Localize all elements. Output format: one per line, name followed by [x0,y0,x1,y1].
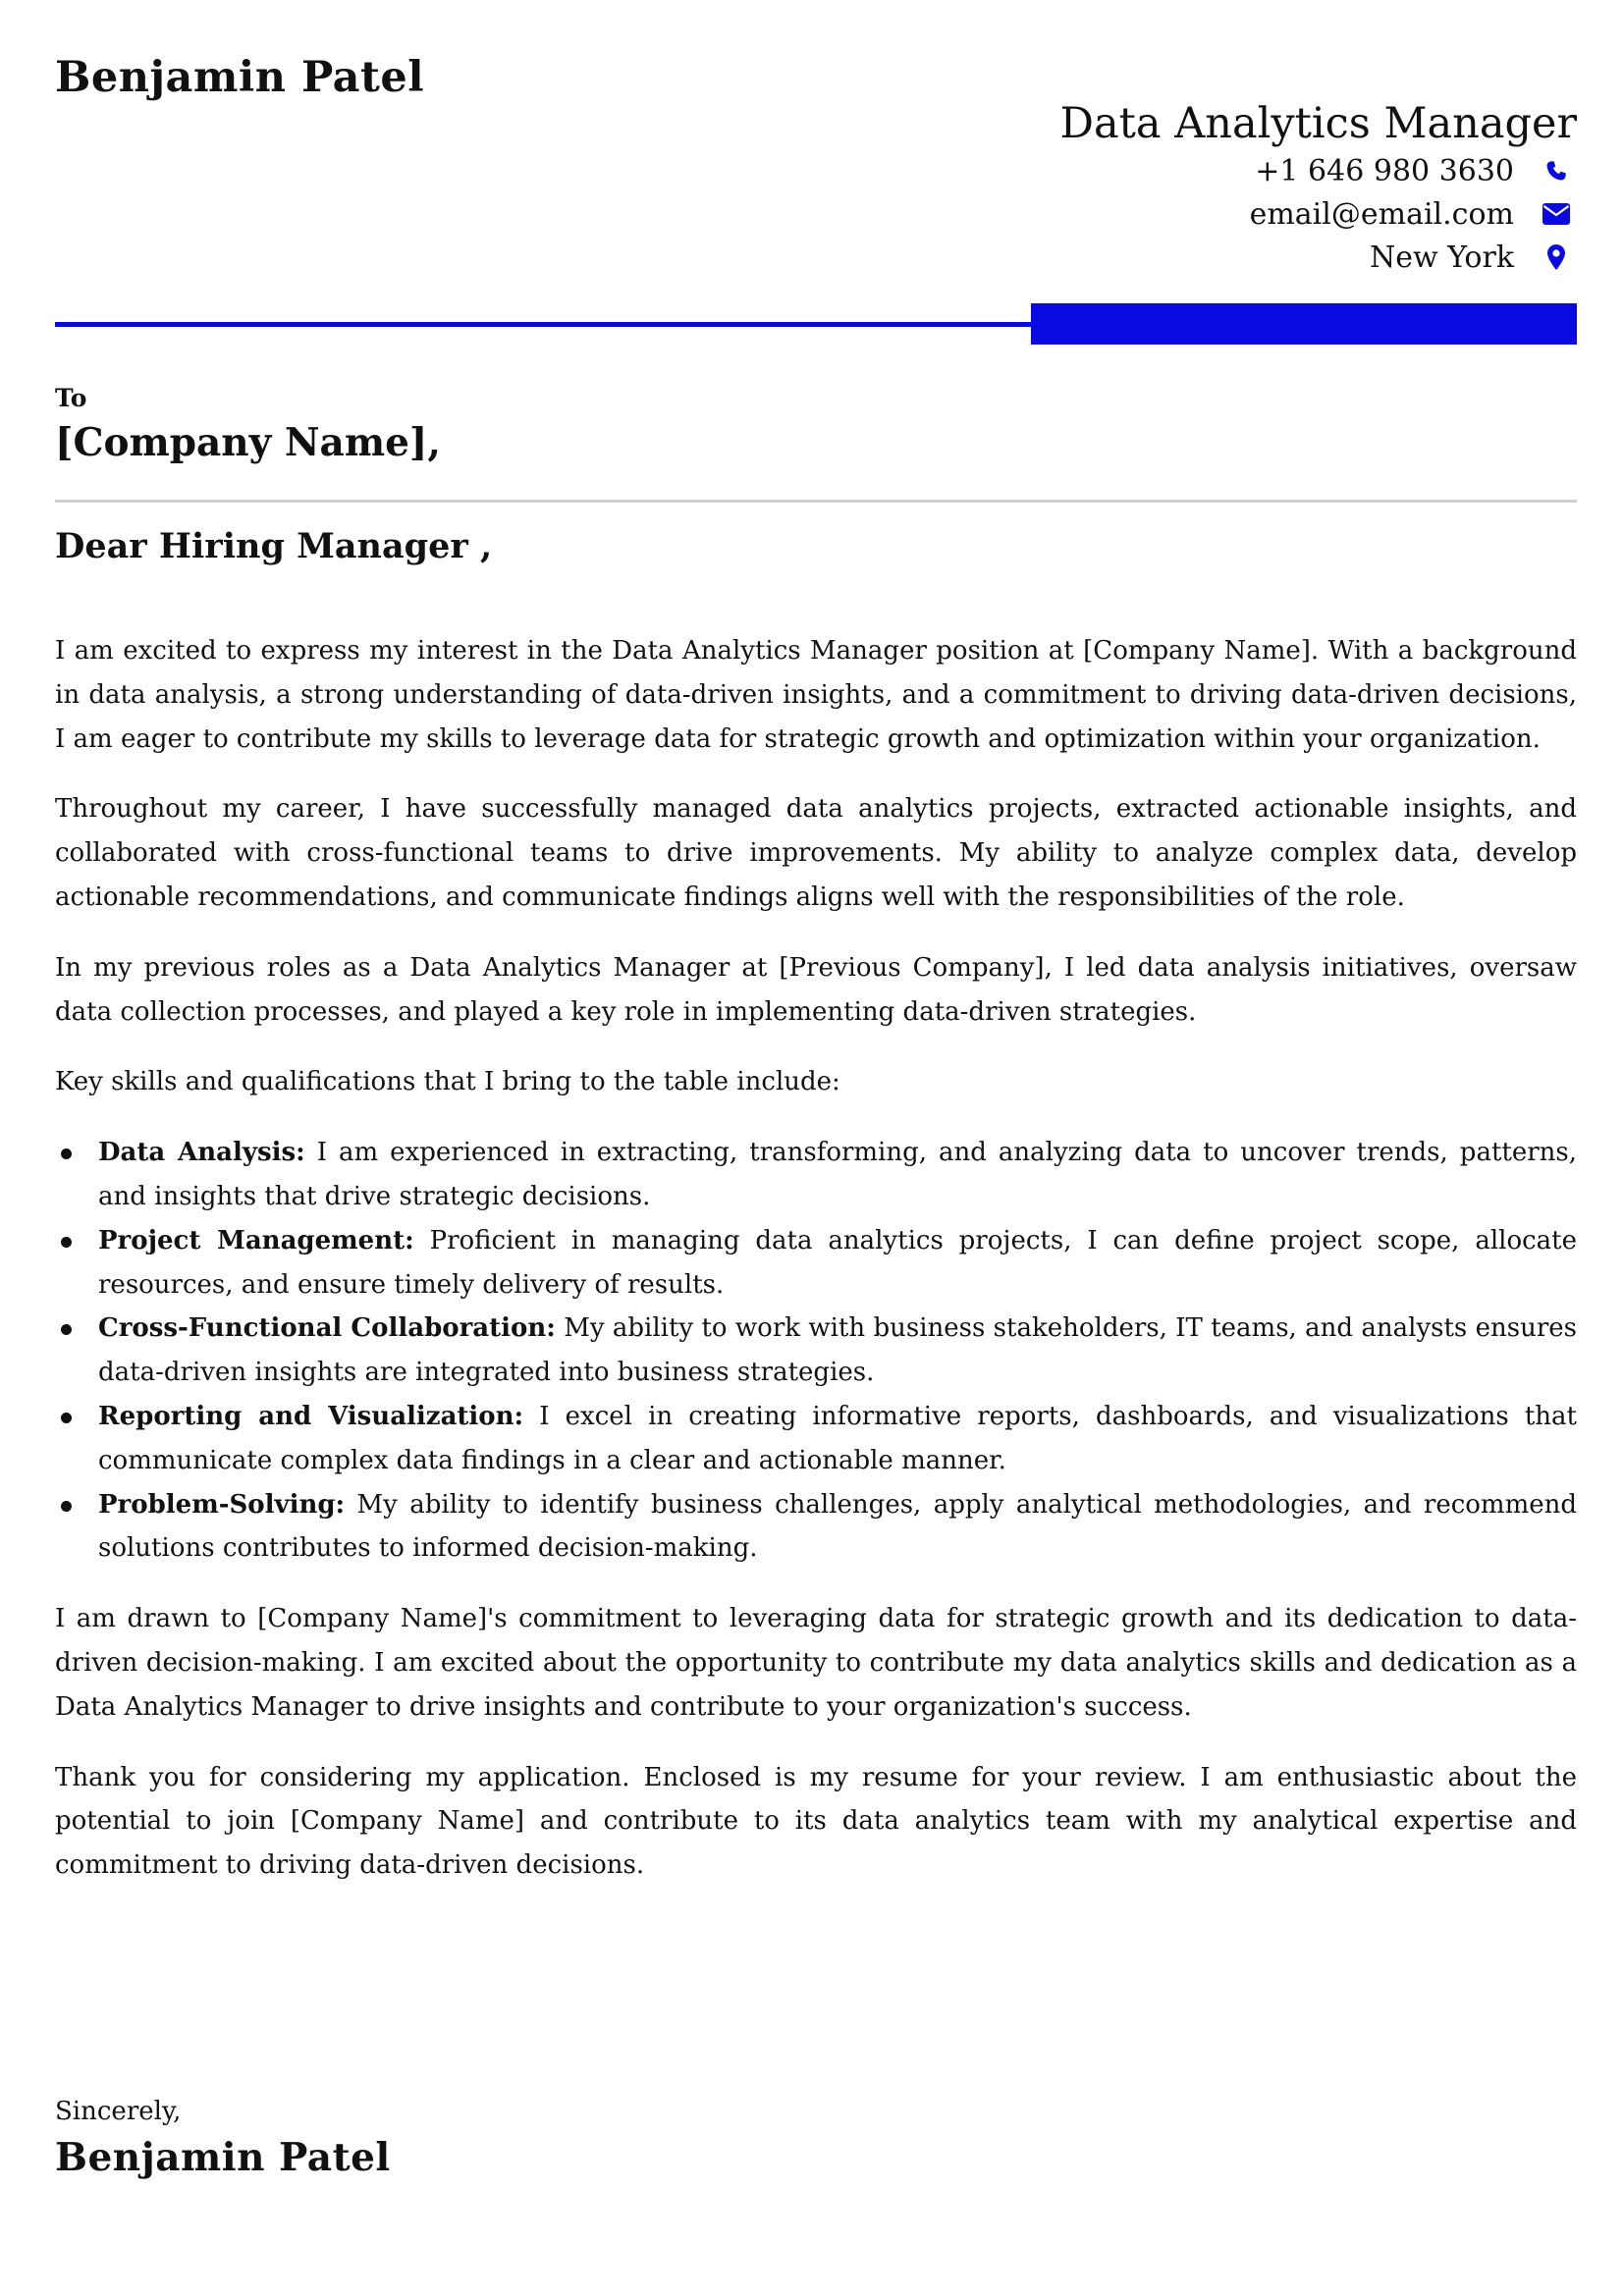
skill-text: I excel in creating informative reports, dashboards, and visualizations that communicate complex data findings in a clear and actionable manner. [98,1401,1578,1475]
skill-text: Proficient in managing data analytics projects, I can define project scope, allocate resources, and ensure timely delivery of results. [98,1225,1577,1300]
email-text: email@email.com [1249,196,1514,232]
skill-text: My ability to identify business challenges, apply analytical methodologies, and recommend solutions contributes to informed decision-making. [98,1489,1578,1564]
to-label: To [55,384,87,412]
header-rule-line [55,322,1031,327]
bullet-icon [61,1237,72,1248]
phone-icon [1536,149,1577,192]
skill-text: I am experienced in extracting, transforming, and analyzing data to uncover trends, patterns, and insights that drive strategic decisions. [98,1138,1578,1211]
bullet-icon [61,1413,72,1423]
header-accent-bar [1031,303,1577,345]
sender-name: Benjamin Patel [55,53,425,102]
contact-phone [1060,149,1578,192]
bullet-icon [61,1501,72,1512]
skill-item [98,1131,1577,1219]
skill-item [98,1219,1577,1308]
closing-paragraph: Thank you for considering my application. Enclosed is my resume for your review. I am enthusiastic about the potential to join [Company Name] and contribute to its data analytics team with my analytical expertise and commitment to driving data-driven decisions. [55,1762,1577,1881]
body-paragraph: Key skills and qualifications that I bring to the table include: [55,1067,840,1097]
recipient-company: [Company Name], [55,420,441,465]
skill-title: Problem-Solving: [98,1489,346,1520]
body-paragraph: In my previous roles as a Data Analytics Manager at [Previous Company], I led data analysis initiatives, oversaw data collection processes, and played a key role in implementing data-driven strategies. [55,952,1577,1027]
signature-name: Benjamin Patel [55,2135,391,2180]
job-title: Data Analytics Manager [1059,99,1577,148]
cover-letter-page [55,0,1577,2296]
skills-list [55,1131,1577,1571]
skill-item [98,1483,1577,1572]
body-paragraph: Throughout my career, I have successfully managed data analytics projects, extracted actionable insights, and collaborated with cross-functional teams to drive improvements. My ability to analyze complex data, develop actionable recommendations, and communicate findings aligns well with the responsibilities of the role. [55,794,1577,912]
skill-title: Project Management: [98,1225,414,1255]
skill-item [98,1395,1577,1483]
contact-email [1060,192,1578,236]
contact-location [1060,236,1578,279]
header-contact-block [1060,98,1578,279]
section-divider [55,500,1577,503]
closing-paragraph: I am drawn to [Company Name]'s commitment to leveraging data for strategic growth and its dedication to data-driven decision-making. I am excited about the opportunity to contribute my data analytics skills and dedication as a Data Analytics Manager to drive insights and contribute to your organization's success. [55,1604,1577,1722]
greeting: Dear Hiring Manager , [55,526,493,566]
skill-text: My ability to work with business stakeholders, IT teams, and analysts ensures data-driven insights are integrated into business strategies. [98,1313,1578,1388]
sign-off: Sincerely, [55,2097,182,2126]
body-paragraph: I am excited to express my interest in the Data Analytics Manager position at [Company Name]. With a background in data analysis, a strong understanding of data-driven insights, and a commitment to driving data-driven decisions, I am eager to contribute my skills to leverage data for strategic growth and optimization within your organization. [55,636,1577,754]
skill-item [98,1307,1577,1395]
location-text: New York [1370,240,1514,275]
skill-title: Data Analysis: [98,1138,305,1168]
phone-text: +1 646 980 3630 [1255,153,1514,188]
map-pin-icon [1536,236,1577,279]
bullet-icon [61,1148,72,1159]
envelope-icon [1536,192,1577,236]
skill-title: Reporting and Visualization: [98,1401,524,1431]
bullet-icon [61,1324,72,1335]
letter-body [55,629,1577,1914]
skill-title: Cross-Functional Collaboration: [98,1313,556,1344]
